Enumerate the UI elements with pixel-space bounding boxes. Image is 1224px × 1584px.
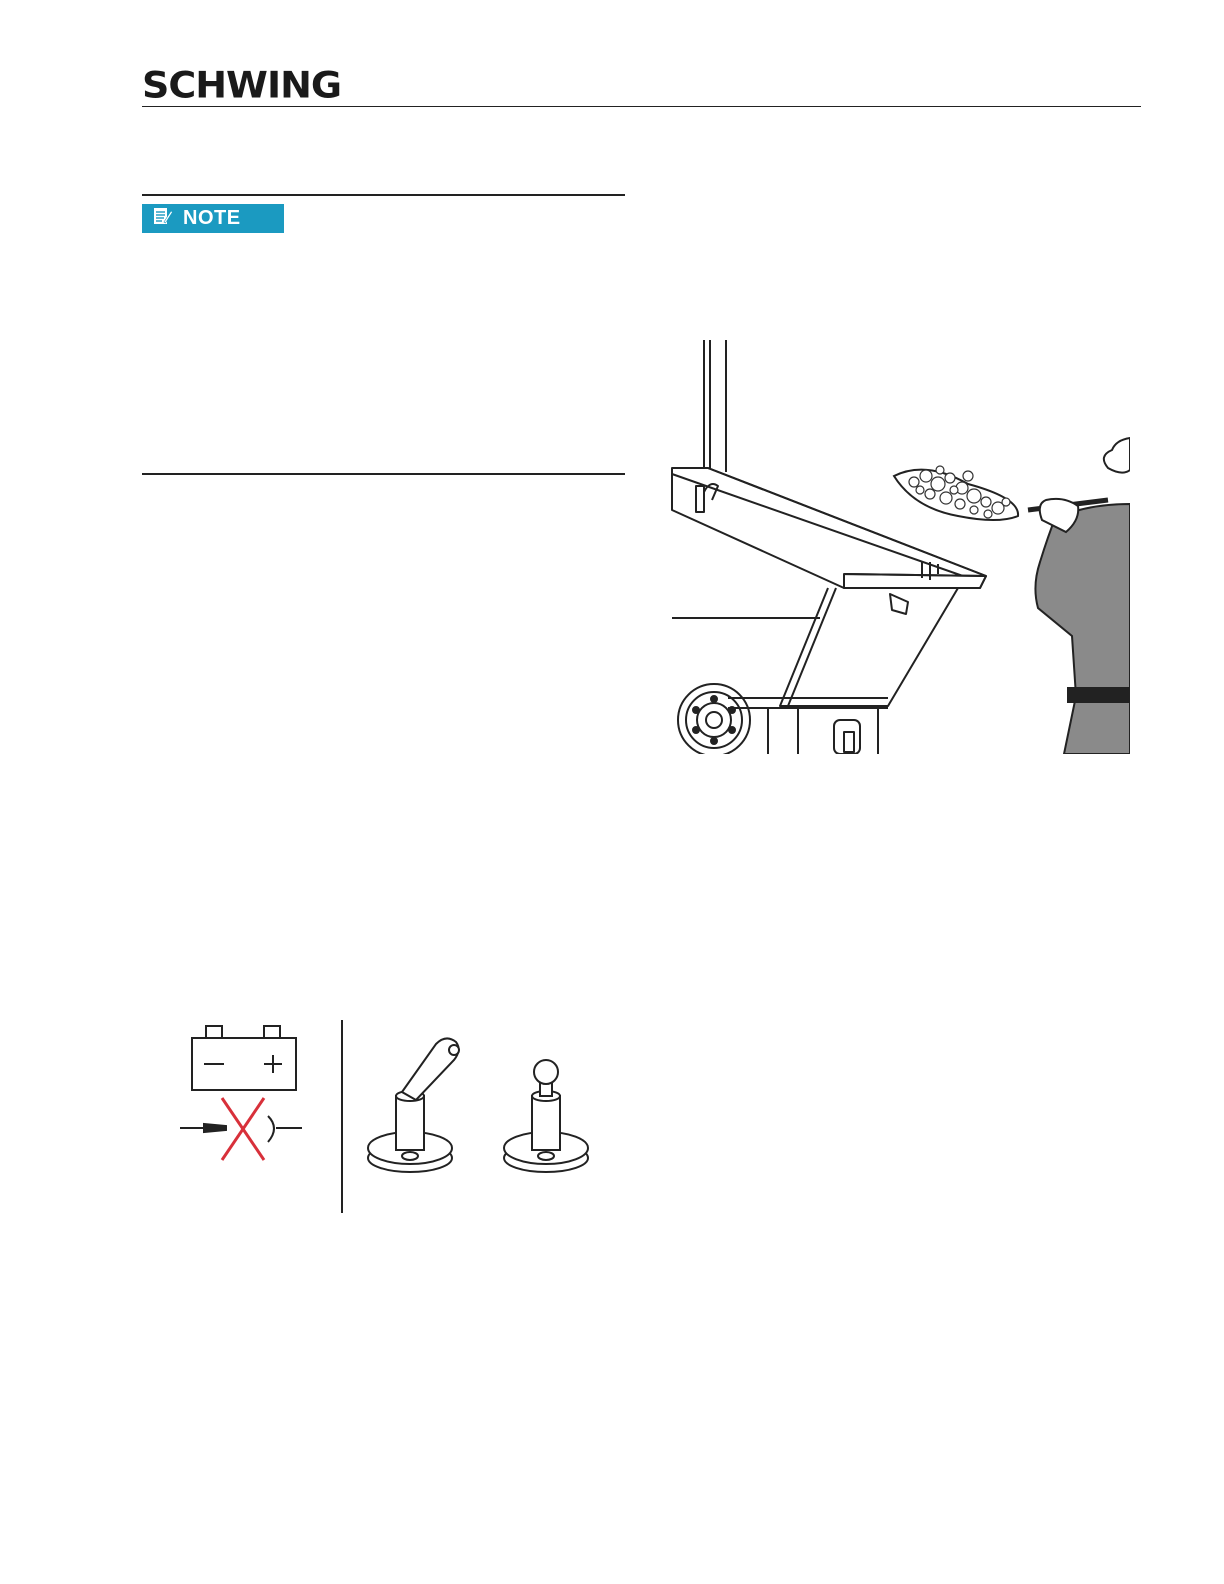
header-rule <box>142 106 1141 107</box>
wheel-icon <box>678 684 750 754</box>
note-pencil-icon <box>153 206 173 231</box>
toggle-switch-icon <box>368 1038 459 1172</box>
hopper-figure <box>668 336 1130 754</box>
disconnected-cable-icon <box>180 1116 302 1142</box>
operator-icon <box>1035 438 1130 754</box>
schwing-logo: SCHWING <box>142 64 342 106</box>
frame-post <box>704 340 726 472</box>
push-button-icon <box>504 1060 588 1172</box>
switches-figure <box>362 1030 602 1180</box>
red-cross-icon <box>222 1098 264 1160</box>
battery-icon <box>192 1026 296 1090</box>
note-label: NOTE <box>183 207 241 229</box>
figure-divider <box>341 1020 343 1213</box>
note-top-rule <box>142 194 625 196</box>
battery-figure <box>176 1018 308 1168</box>
note-bottom-rule <box>142 473 625 475</box>
note-badge <box>142 204 284 233</box>
